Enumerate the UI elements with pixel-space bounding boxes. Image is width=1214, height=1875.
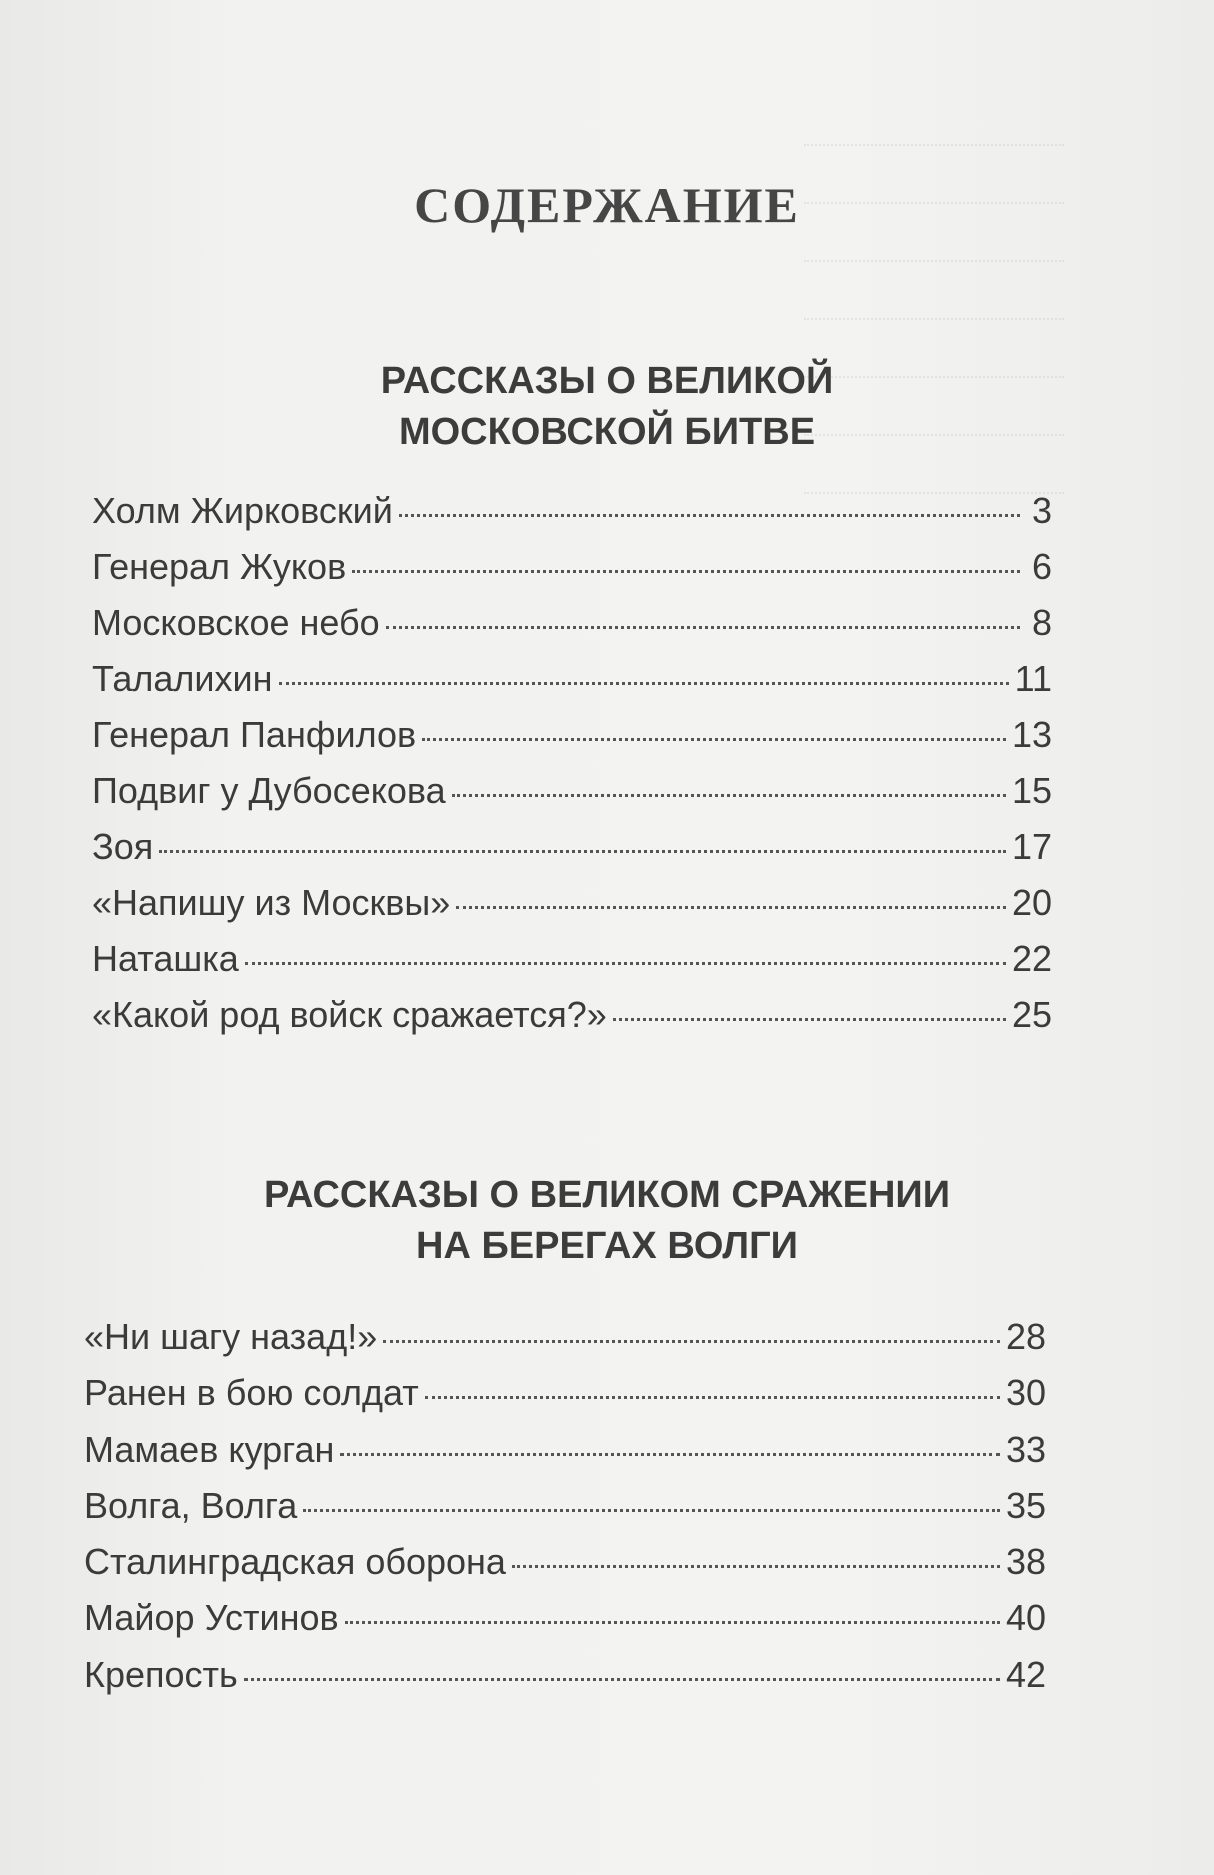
dot-leader [352,570,1020,573]
toc-list-volga [84,1316,1046,1710]
toc-entry-page: 17 [1011,826,1052,867]
toc-entry-title: «Какой род войск сражается?» [92,994,607,1035]
toc-entry[interactable] [92,658,1052,714]
toc-entry-page: 11 [1014,658,1052,699]
toc-entry[interactable] [84,1485,1046,1541]
toc-list-moscow [92,490,1052,1050]
dot-leader [340,1453,1000,1456]
section-heading-line: РАССКАЗЫ О ВЕЛИКОЙ [380,360,834,402]
toc-entry-title: «Напишу из Москвы» [92,882,451,923]
section-heading-line: МОСКОВСКОЙ БИТВЕ [398,411,816,453]
dot-leader [245,962,1006,965]
toc-entry[interactable] [92,882,1052,938]
toc-entry-title: Ранен в бою солдат [84,1372,419,1414]
toc-entry-page: 33 [1005,1428,1046,1470]
toc-entry-page: 13 [1011,714,1052,755]
toc-entry-page: 8 [1031,602,1052,643]
toc-entry-title: Крепость [84,1653,238,1695]
dot-leader [303,1509,1000,1512]
section-heading-volga [0,1170,1214,1272]
toc-entry-title: Генерал Жуков [92,546,347,587]
toc-entry-page: 30 [1005,1372,1046,1414]
dot-leader [383,1340,1000,1343]
toc-entry-page: 35 [1005,1484,1046,1526]
dot-leader [456,906,1006,909]
dot-leader [159,850,1006,853]
dot-leader [386,626,1020,629]
toc-entry[interactable] [84,1316,1046,1372]
section-heading-line: РАССКАЗЫ О ВЕЛИКОМ СРАЖЕНИИ [263,1174,951,1216]
toc-entry-page: 28 [1005,1316,1046,1357]
toc-entry-title: Майор Устинов [84,1597,339,1639]
toc-entry-page: 40 [1005,1597,1046,1639]
toc-entry[interactable] [84,1372,1046,1428]
dot-leader [279,682,1009,685]
toc-entry[interactable] [92,770,1052,826]
dot-leader [422,738,1006,741]
toc-entry[interactable] [92,602,1052,658]
toc-entry-title: Мамаев курган [84,1428,335,1470]
toc-entry[interactable] [84,1597,1046,1653]
toc-entry-page: 25 [1011,994,1052,1035]
dot-leader [399,514,1020,517]
toc-entry-page: 15 [1011,770,1052,811]
toc-entry-page: 20 [1011,882,1052,923]
toc-entry[interactable] [92,714,1052,770]
dot-leader [452,794,1006,797]
toc-entry-title: Волга, Волга [84,1484,298,1526]
toc-entry-title: «Ни шагу назад!» [84,1316,378,1357]
toc-entry[interactable] [84,1429,1046,1485]
toc-entry-title: Холм Жирковский [92,490,393,531]
toc-entry-page: 42 [1005,1653,1046,1695]
toc-entry[interactable] [92,546,1052,602]
toc-entry-page: 6 [1031,546,1052,587]
section-heading-line: НА БЕРЕГАХ ВОЛГИ [416,1225,798,1267]
toc-entry[interactable] [84,1541,1046,1597]
toc-entry-title: Наташка [92,938,239,979]
toc-entry-page: 3 [1031,490,1052,531]
toc-entry-page: 38 [1005,1541,1046,1583]
page-title: СОДЕРЖАНИЕ [414,177,800,233]
dot-leader [425,1396,1000,1399]
dot-leader [512,1565,1000,1568]
toc-entry-title: Московское небо [92,602,380,643]
toc-entry-title: Сталинградская оборона [84,1541,506,1583]
toc-entry[interactable] [92,938,1052,994]
dot-leader [345,1621,1000,1624]
toc-entry-page: 22 [1011,938,1052,979]
dot-leader [613,1018,1006,1021]
toc-entry-title: Зоя [92,826,154,867]
toc-entry[interactable] [92,826,1052,882]
toc-entry-title: Талалихин [92,658,273,699]
toc-entry-title: Генерал Панфилов [92,714,417,755]
dot-leader [244,1678,1000,1681]
section-heading-moscow [0,356,1214,458]
toc-entry-title: Подвиг у Дубосекова [92,770,446,811]
toc-entry[interactable] [92,490,1052,546]
toc-entry[interactable] [84,1654,1046,1710]
toc-entry[interactable] [92,994,1052,1050]
